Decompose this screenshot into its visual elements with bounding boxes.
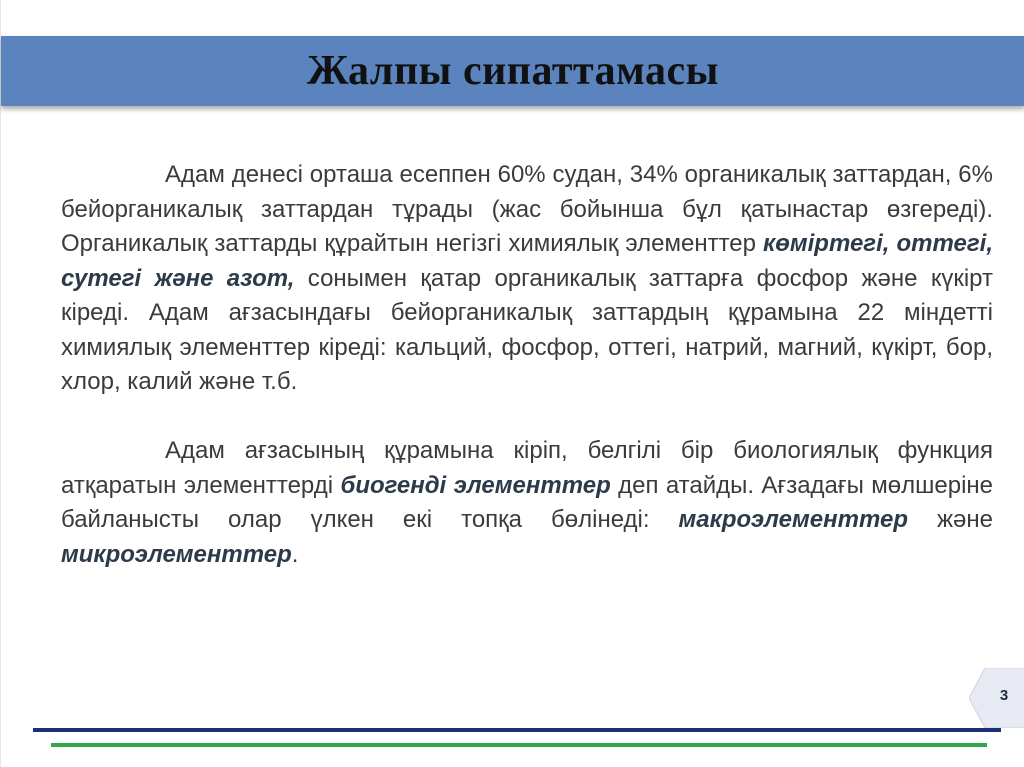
paragraph-2-text-1: Адам ағзасының құрамына кіріп, белгілі бір биологиялық функция атқаратын элементтерді xyxy=(61,437,993,499)
paragraph-1 xyxy=(61,158,993,400)
paragraph-2-emphasis-macro: макроэлементтер xyxy=(678,506,908,533)
page-number: 3 xyxy=(999,687,1009,704)
paragraph-2-emphasis-micro: микроэлементтер xyxy=(61,540,292,568)
slide-title: Жалпы сипаттамасы xyxy=(307,48,719,94)
slide-body xyxy=(61,158,993,572)
bottom-line-blue xyxy=(33,728,1001,732)
paragraph-1-text-1: Адам денесі орташа есеппен 60% судан, 34% органикалық заттардан, 6% бейорганикалық заттардан тұрады (жас бойынша бұл қатынастар өзгереді). Органикалық заттарды құрайтын негізгі химиялық элементтер xyxy=(61,161,993,257)
paragraph-2 xyxy=(61,434,993,572)
bottom-line-green xyxy=(51,743,987,747)
paragraph-1-text-2: сонымен қатар органикалық заттарға фосфор және күкірт кіреді. Адам ағзасындағы бейорганикалық заттардың құрамына 22 міндетті химиялық элементтер кіреді: кальций, фосфор, оттегі, натрий, магний, күкірт, бор, хлор, калий және т.б. xyxy=(61,264,993,395)
paragraph-2-text-4: . xyxy=(291,540,299,568)
paragraph-1-emphasis-elements: көміртегі, оттегі, сутегі және азот, xyxy=(61,230,994,292)
paragraph-2-text-2: деп атайды. Ағзадағы мөлшеріне байланысты олар үлкен екі топқа бөлінеді: xyxy=(61,471,994,533)
paragraph-2-emphasis-biogenic: биогенді элементтер xyxy=(340,471,611,499)
paragraph-2-text-3: және xyxy=(908,506,994,533)
